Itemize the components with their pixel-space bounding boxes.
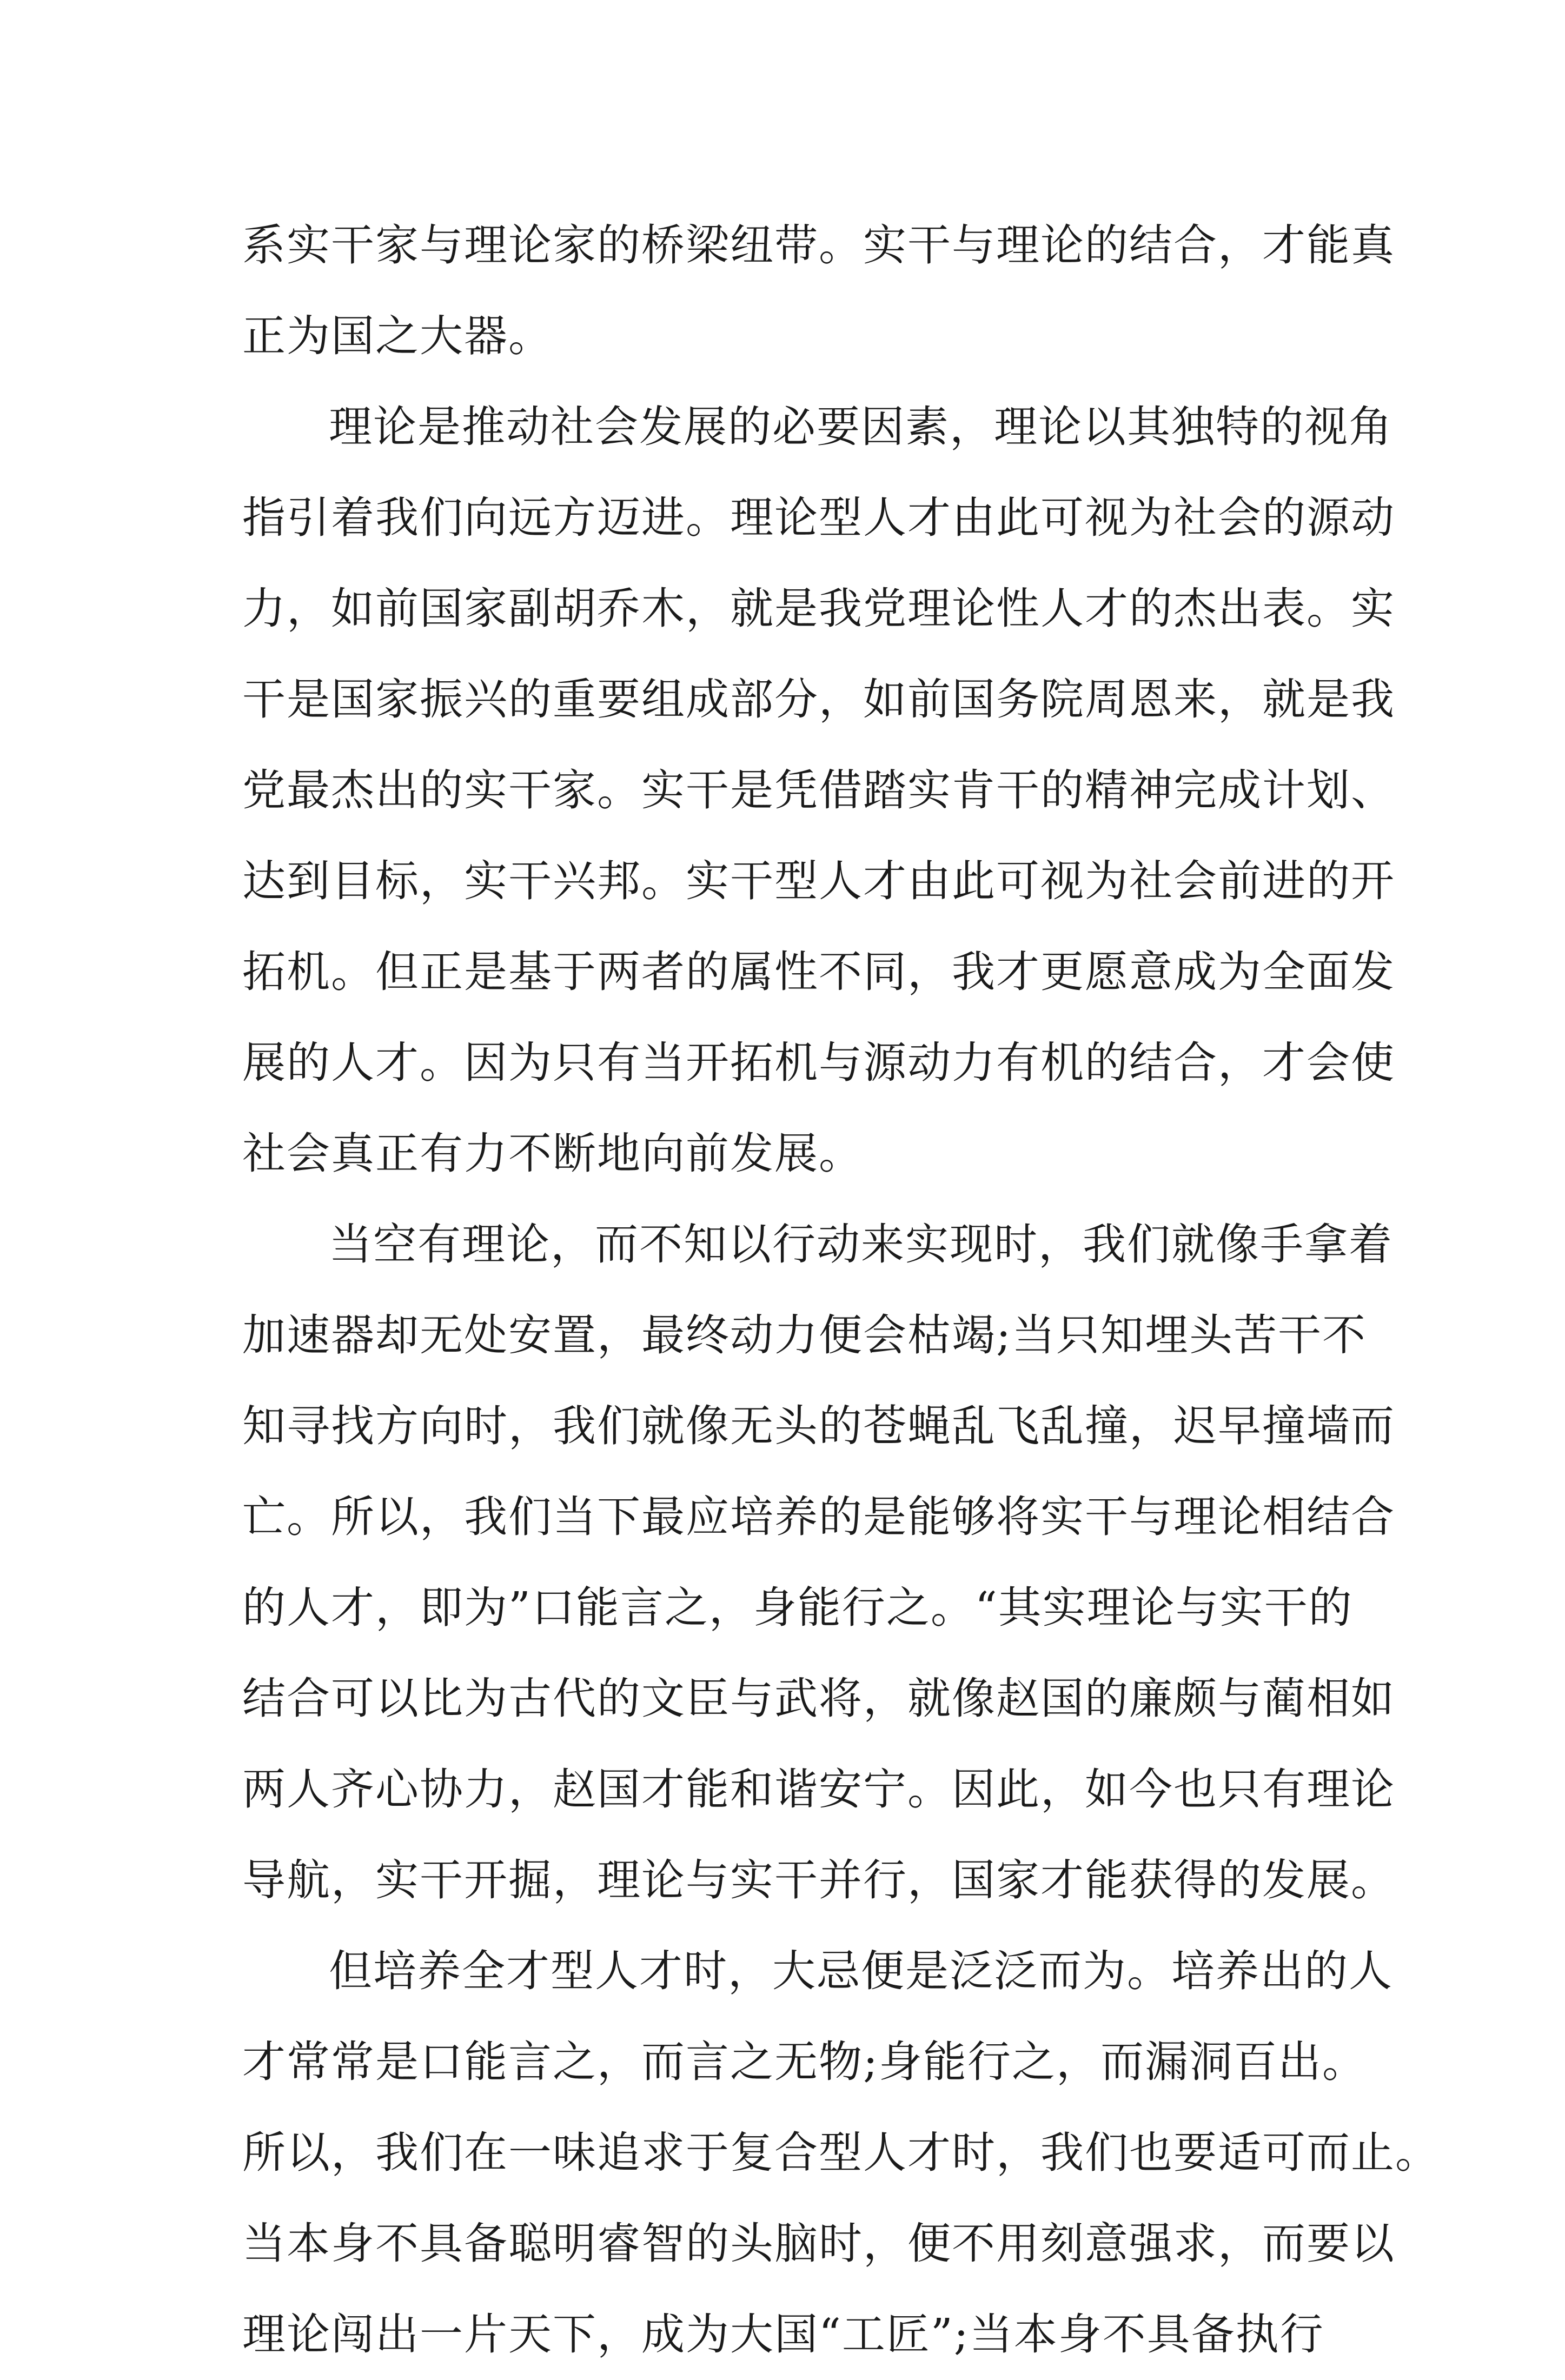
text-line: 两人齐心协力，赵国才能和谐安宁。因此，如今也只有理论 [242, 1764, 1395, 1814]
text-line: 拓机。但正是基于两者的属性不同，我才更愿意成为全面发 [242, 947, 1395, 997]
text-line: 展的人才。因为只有当开拓机与源动力有机的结合，才会使 [242, 1038, 1395, 1088]
text-line: 导航，实干开掘，理论与实干并行，国家才能获得的发展。 [242, 1855, 1395, 1905]
text-line: 亡。所以，我们当下最应培养的是能够将实干与理论相结合 [242, 1492, 1395, 1542]
text-line: 但培养全才型人才时，大忌便是泛泛而为。培养出的人 [329, 1946, 1393, 1996]
text-line: 才常常是口能言之，而言之无物;身能行之，而漏洞百出。 [242, 2037, 1367, 2087]
text-line: 理论是推动社会发展的必要因素，理论以其独特的视角 [329, 402, 1393, 452]
text-line: 所以，我们在一味追求于复合型人才时，我们也要适可而止。 [242, 2128, 1440, 2178]
text-line: 干是国家振兴的重要组成部分，如前国务院周恩来，就是我 [242, 674, 1395, 724]
text-line: 的人才，即为”口能言之，身能行之。“其实理论与实干的 [242, 1583, 1353, 1633]
text-line: 指引着我们向远方迈进。理论型人才由此可视为社会的源动 [242, 493, 1395, 543]
text-line: 系实干家与理论家的桥梁纽带。实干与理论的结合，才能真 [242, 220, 1395, 270]
text-line: 结合可以比为古代的文臣与武将，就像赵国的廉颇与蔺相如 [242, 1673, 1395, 1724]
text-line: 加速器却无处安置，最终动力便会枯竭;当只知埋头苦干不 [242, 1310, 1367, 1360]
text-line: 正为国之大器。 [242, 311, 553, 361]
text-line: 力，如前国家副胡乔木，就是我党理论性人才的杰出表。实 [242, 583, 1395, 634]
text-line: 当本身不具备聪明睿智的头脑时，便不用刻意强求，而要以 [242, 2218, 1395, 2269]
text-line: 理论闯出一片天下，成为大国“工匠”;当本身不具备执行 [242, 2309, 1324, 2359]
text-line: 达到目标，实干兴邦。实干型人才由此可视为社会前进的开 [242, 856, 1395, 906]
text-line: 党最杰出的实干家。实干是凭借踏实肯干的精神完成计划、 [242, 765, 1395, 815]
text-line: 当空有理论，而不知以行动来实现时，我们就像手拿着 [329, 1219, 1393, 1269]
text-line: 社会真正有力不断地向前发展。 [242, 1128, 863, 1179]
text-line: 知寻找方向时，我们就像无头的苍蝇乱飞乱撞，迟早撞墙而 [242, 1401, 1395, 1451]
essay-body [242, 200, 1440, 2380]
